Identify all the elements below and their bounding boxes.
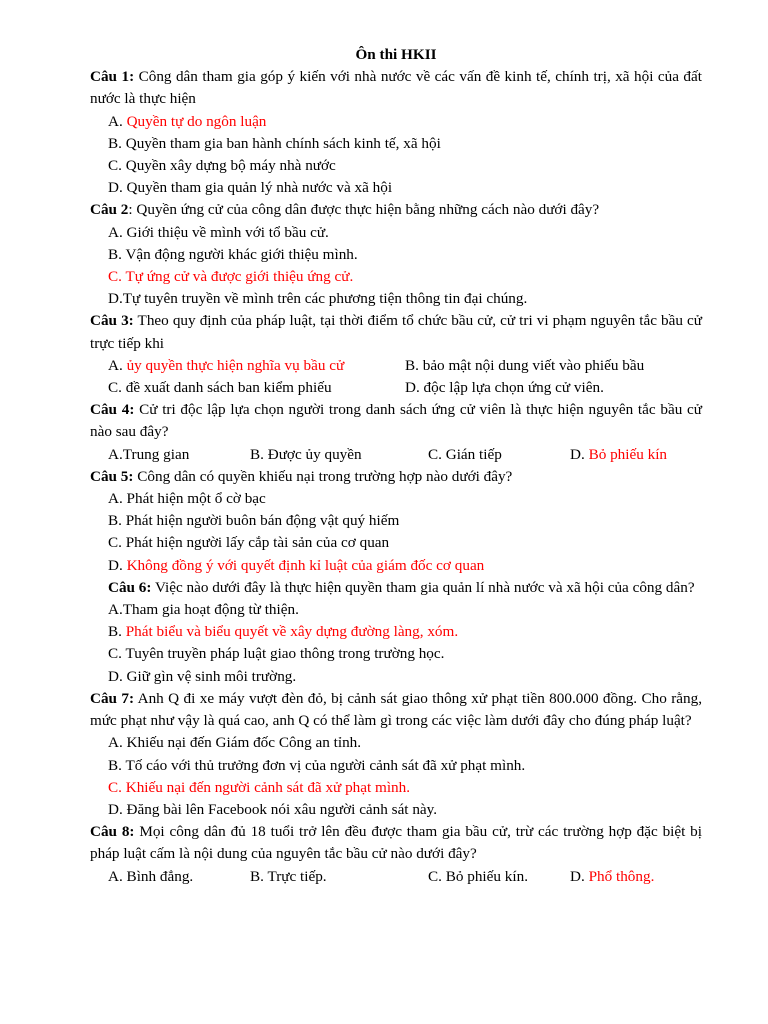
- q4-option-b: B. Được ủy quyền: [250, 445, 362, 463]
- q4-option-c: C. Gián tiếp: [428, 445, 502, 463]
- q8-option-b: B. Trực tiếp.: [250, 867, 327, 885]
- correct-answer: ủy quyền thực hiện nghĩa vụ bầu cử: [126, 356, 345, 374]
- q5-option-b: B. Phát hiện người buôn bán động vật quý hiếm: [108, 512, 400, 530]
- q8-option-a: A. Bình đẳng.: [108, 867, 194, 885]
- question-text: Theo quy định của pháp luật, tại thời điểm tổ chức bầu cử, cử tri vi phạm nguyên tắc bầu cử trực tiếp khi: [90, 312, 702, 352]
- q3-option-d: D. độc lập lựa chọn ứng cử viên.: [405, 379, 604, 397]
- q1-option-c: C. Quyền xây dựng bộ máy nhà nước: [108, 157, 336, 175]
- q1-option-b: B. Quyền tham gia ban hành chính sách kinh tế, xã hội: [108, 134, 441, 152]
- correct-answer: Phát biểu và biểu quyết về xây dựng đường làng, xóm.: [125, 623, 459, 641]
- q1-option-a: A. Quyền tự do ngôn luận: [108, 112, 267, 130]
- q6-option-c: C. Tuyên truyền pháp luật giao thông trong trường học.: [108, 645, 445, 663]
- question-text: Việc nào dưới đây là thực hiện quyền tham gia quản lí nhà nước và xã hội của công dân?: [151, 578, 695, 596]
- question-4: [90, 399, 702, 443]
- page-title: Ôn thi HKII: [355, 46, 437, 63]
- q8-options-row: [90, 866, 702, 888]
- q4-option-a: A.Trung gian: [108, 445, 190, 463]
- q7-option-d: D. Đăng bài lên Facebook nói xâu người cảnh sát này.: [108, 800, 438, 818]
- q5-option-c: C. Phát hiện người lấy cắp tài sản của cơ quan: [108, 534, 390, 552]
- q5-option-d: D. Không đồng ý với quyết định kỉ luật của giám đốc cơ quan: [108, 556, 485, 574]
- question-text: Cử tri độc lập lựa chọn người trong danh sách ứng cử viên là thực hiện nguyên tắc bầu cử nào sau đây?: [90, 401, 702, 441]
- q2-option-b: B. Vận động người khác giới thiệu mình.: [108, 245, 358, 263]
- q8-option-c: C. Bỏ phiếu kín.: [428, 867, 528, 885]
- question-text: Mọi công dân đủ 18 tuổi trở lên đều được tham gia bầu cử, trừ các trường hợp đặc biệt bị pháp luật cấm là nội dung của nguyên tắc bầu cử nào dưới đây?: [90, 823, 702, 863]
- q3-option-a: A. ủy quyền thực hiện nghĩa vụ bầu cử: [108, 356, 345, 374]
- question-label: Câu 5:: [90, 467, 134, 485]
- question-label: Câu 6:: [108, 578, 152, 596]
- q8-option-d: D. Phổ thông.: [570, 867, 655, 885]
- correct-answer: Bỏ phiếu kín: [588, 445, 668, 463]
- q2-option-d: D.Tự tuyên truyền về mình trên các phương tiện thông tin đại chúng.: [108, 290, 528, 308]
- question-text: : Quyền ứng cử của công dân được thực hiện bằng những cách nào dưới đây?: [128, 201, 600, 219]
- question-text: Công dân có quyền khiếu nại trong trường hợp nào dưới đây?: [133, 467, 513, 485]
- question-label: Câu 8:: [90, 823, 135, 841]
- question-label: Câu 4:: [90, 401, 135, 419]
- correct-answer: Không đồng ý với quyết định kỉ luật của giám đốc cơ quan: [126, 556, 485, 574]
- question-7: [90, 688, 702, 732]
- question-5: [90, 466, 702, 488]
- q4-options-row: [90, 444, 702, 466]
- document-content: [90, 44, 702, 888]
- q3-option-c: C. đề xuất danh sách ban kiểm phiếu: [108, 379, 332, 397]
- question-6: [90, 577, 702, 599]
- q3-options-row-2: [90, 377, 702, 399]
- q7-option-a: A. Khiếu nại đến Giám đốc Công an tỉnh.: [108, 734, 362, 752]
- q4-option-d: D. Bỏ phiếu kín: [570, 445, 668, 463]
- q7-option-c-correct-answer: C. Khiếu nại đến người cảnh sát đã xử phạt mình.: [108, 778, 411, 796]
- question-text: Anh Q đi xe máy vượt đèn đỏ, bị cảnh sát giao thông xử phạt tiền 800.000 đồng. Cho rằng, mức phạt như vậy là quá cao, anh Q có thể làm gì trong các việc làm dưới đây cho đúng pháp luật?: [90, 689, 702, 730]
- q3-options-row-1: [90, 355, 702, 377]
- question-3: [90, 310, 702, 354]
- question-label: Câu 7:: [90, 689, 135, 707]
- correct-answer: Tự ứng cử và được giới thiệu ứng cử.: [125, 268, 354, 286]
- q7-option-b: B. Tố cáo với thủ trưởng đơn vị của người cảnh sát đã xử phạt mình.: [108, 756, 526, 774]
- q3-option-b: B. bảo mật nội dung viết vào phiếu bầu: [405, 356, 645, 374]
- question-label: Câu 1:: [90, 68, 135, 86]
- question-label: Câu 3:: [90, 312, 134, 330]
- q5-option-a: A. Phát hiện một ổ cờ bạc: [108, 490, 266, 508]
- q2-option-a: A. Giới thiệu về mình với tổ bầu cử.: [108, 223, 329, 241]
- q6-option-b: B. Phát biểu và biểu quyết về xây dựng đường làng, xóm.: [108, 623, 459, 641]
- q2-option-c: C. Tự ứng cử và được giới thiệu ứng cử.: [108, 268, 354, 286]
- correct-answer: Quyền tự do ngôn luận: [126, 112, 267, 130]
- question-8: [90, 821, 702, 865]
- question-text: Công dân tham gia góp ý kiến với nhà nước về các vấn đề kinh tế, chính trị, xã hội của đất nước là thực hiện: [90, 68, 702, 108]
- question-label: Câu 2: [90, 201, 129, 219]
- q6-option-d: D. Giữ gìn vệ sinh môi trường.: [108, 667, 297, 685]
- question-1: [90, 66, 702, 110]
- correct-answer: Phổ thông.: [588, 867, 655, 885]
- q6-option-a: A.Tham gia hoạt động từ thiện.: [108, 601, 299, 619]
- question-2: [90, 199, 702, 221]
- q1-option-d: D. Quyền tham gia quản lý nhà nước và xã hội: [108, 179, 393, 197]
